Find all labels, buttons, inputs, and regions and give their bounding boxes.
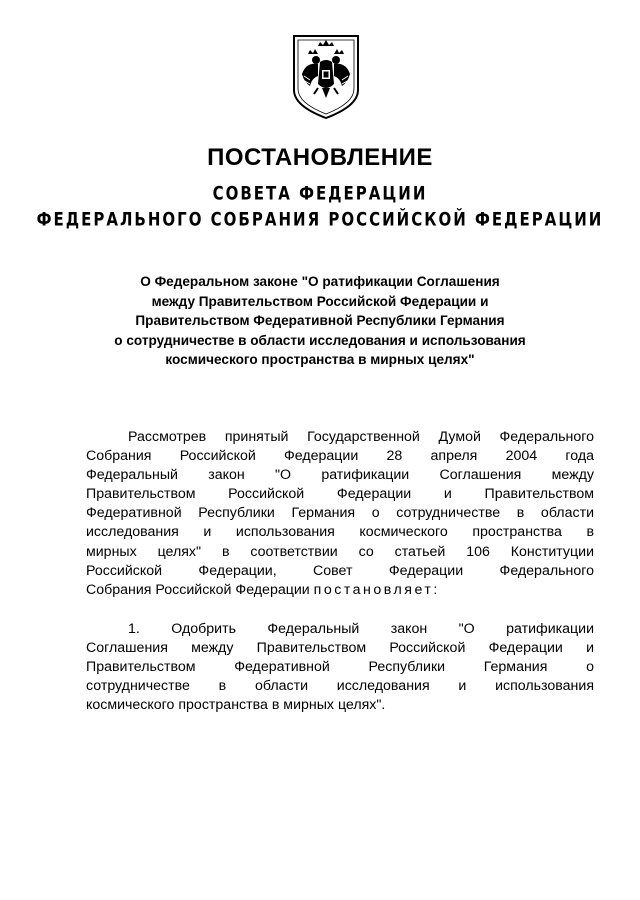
resolution-item-1 (86, 620, 594, 715)
paragraph-line: мирных целях" в соответствии со статьей 106 Конституции (86, 543, 594, 560)
document-subtitle-line-1: СОВЕТА ФЕДЕРАЦИИ (212, 181, 428, 205)
law-title-line: Правительством Федеративной Республики Германия (135, 313, 505, 328)
paragraph-line: Федеративной Республики Германия о сотрудничестве в области (86, 505, 594, 522)
russian-coat-of-arms-icon (290, 32, 362, 122)
preamble-paragraph (86, 428, 594, 600)
paragraph-line: Правительством Российской Федерации и Правительством (86, 486, 594, 503)
document-title: ПОСТАНОВЛЕНИЕ (207, 144, 433, 171)
paragraph-line: Собрания Российской Федерации 28 апреля 2004 года (86, 448, 594, 465)
law-title-line: о сотрудничестве в области исследования и использования (114, 332, 526, 348)
paragraph-line: космического пространства в мирных целях". (86, 697, 386, 714)
paragraph-line: Соглашения между Правительством Российской Федерации и (86, 640, 594, 657)
paragraph-line: 1. Одобрить Федеральный закон "О ратификации (128, 621, 594, 637)
law-title-line: космического пространства в мирных целях" (165, 352, 475, 367)
law-title-line: О Федеральном законе "О ратификации Соглашения (140, 274, 500, 289)
document-subtitle-line-2: ФЕДЕРАЛЬНОГО СОБРАНИЯ РОССИЙСКОЙ ФЕДЕРАЦИИ (36, 207, 604, 231)
paragraph-line-text: Собрания Российской Федерации (86, 581, 314, 598)
paragraph-line: Рассмотрев принятый Государственной Думой Федерального (128, 429, 594, 445)
paragraph-line: Российской Федерации, Совет Федерации Федерального (86, 562, 594, 579)
law-title-line: между Правительством Российской Федерации и (151, 293, 489, 309)
paragraph-line: сотрудничестве в области исследования и использования (86, 678, 594, 695)
resolution-verb: постановляет: (313, 581, 440, 598)
paragraph-line: исследования и использования космического пространства в (86, 524, 594, 541)
paragraph-line (86, 581, 594, 600)
paragraph-line: Федеральный закон "О ратификации Соглашения между (86, 467, 594, 484)
law-title (80, 272, 560, 370)
paragraph-line: Правительством Федеративной Республики Германия о (86, 659, 594, 676)
